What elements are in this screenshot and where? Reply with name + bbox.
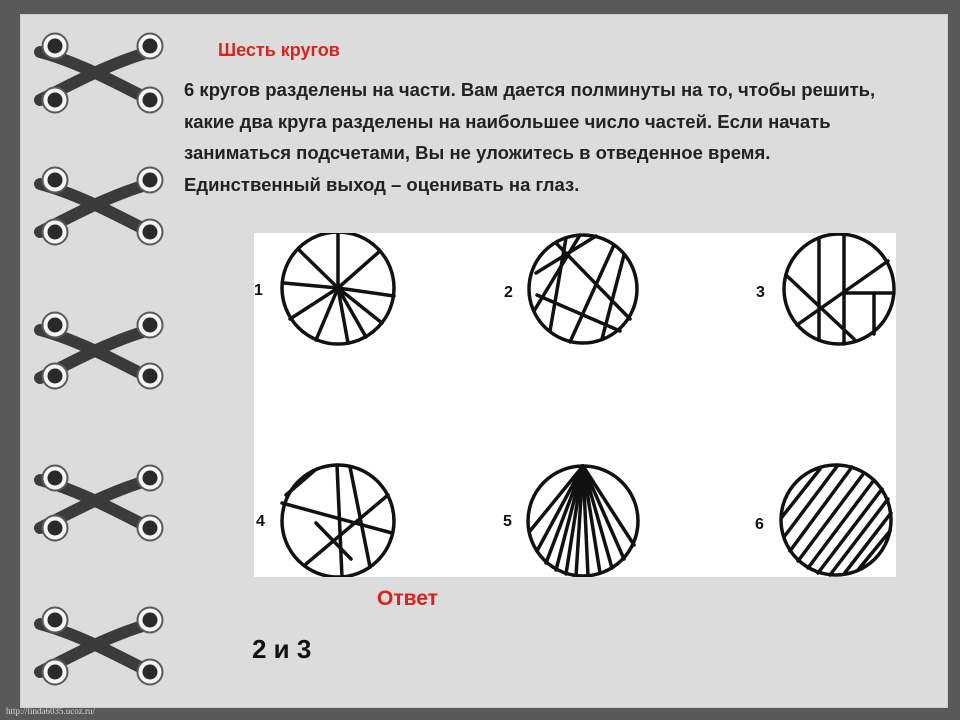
eyelet-icon — [43, 168, 68, 193]
eyelet-icon — [43, 88, 68, 113]
circle-4-lines — [282, 465, 394, 577]
circle-3-lines — [784, 234, 894, 344]
task-description: 6 кругов разделены на части. Вам дается полминуты на то, чтобы решить, какие два круга разделены на наибольшее число частей. Если начать заниматься подсчетами, Вы не уложитесь в отведенное время. Единственный выход – оценивать на глаз. — [184, 79, 876, 195]
circle-4-label: 4 — [256, 513, 265, 530]
circle-5-label: 5 — [503, 513, 512, 530]
eyelet-icon — [43, 516, 68, 541]
eyelet-icon — [43, 220, 68, 245]
shoelace-cross-1 — [40, 34, 163, 113]
eyelet-icon — [138, 608, 163, 633]
circle-2-lines — [529, 235, 637, 343]
answer-link[interactable]: Ответ — [377, 587, 438, 610]
eyelet-icon — [43, 660, 68, 685]
eyelet-icon — [138, 516, 163, 541]
slide-title: Шесть кругов — [218, 40, 340, 60]
circle-3-label: 3 — [756, 284, 765, 301]
eyelet-icon — [138, 168, 163, 193]
shoelace-binding — [0, 0, 200, 720]
circle-1-lines — [282, 233, 394, 344]
shoelace-cross-4 — [40, 466, 163, 541]
eyelet-icon — [43, 466, 68, 491]
circle-6-label: 6 — [755, 516, 764, 533]
eyelet-icon — [138, 34, 163, 59]
eyelet-icon — [138, 88, 163, 113]
shoelace-cross-3 — [40, 313, 163, 389]
eyelet-icon — [43, 608, 68, 633]
eyelet-icon — [138, 466, 163, 491]
eyelet-icon — [43, 34, 68, 59]
circle-6-lines — [781, 465, 891, 575]
circles-svg — [254, 233, 896, 577]
circle-2-label: 2 — [504, 284, 513, 301]
circles-figure — [254, 233, 896, 577]
circle-5-lines — [528, 466, 638, 576]
eyelet-icon — [43, 313, 68, 338]
eyelet-icon — [138, 313, 163, 338]
footer-url: http://linda6035.ucoz.ru/ — [6, 706, 95, 716]
answer-value: 2 и 3 — [252, 634, 312, 664]
eyelet-icon — [138, 364, 163, 389]
shoelace-cross-5 — [40, 608, 163, 685]
shoelace-cross-2 — [40, 168, 163, 245]
eyelet-icon — [138, 660, 163, 685]
circle-1-label: 1 — [254, 282, 263, 299]
eyelet-icon — [43, 364, 68, 389]
eyelet-icon — [138, 220, 163, 245]
